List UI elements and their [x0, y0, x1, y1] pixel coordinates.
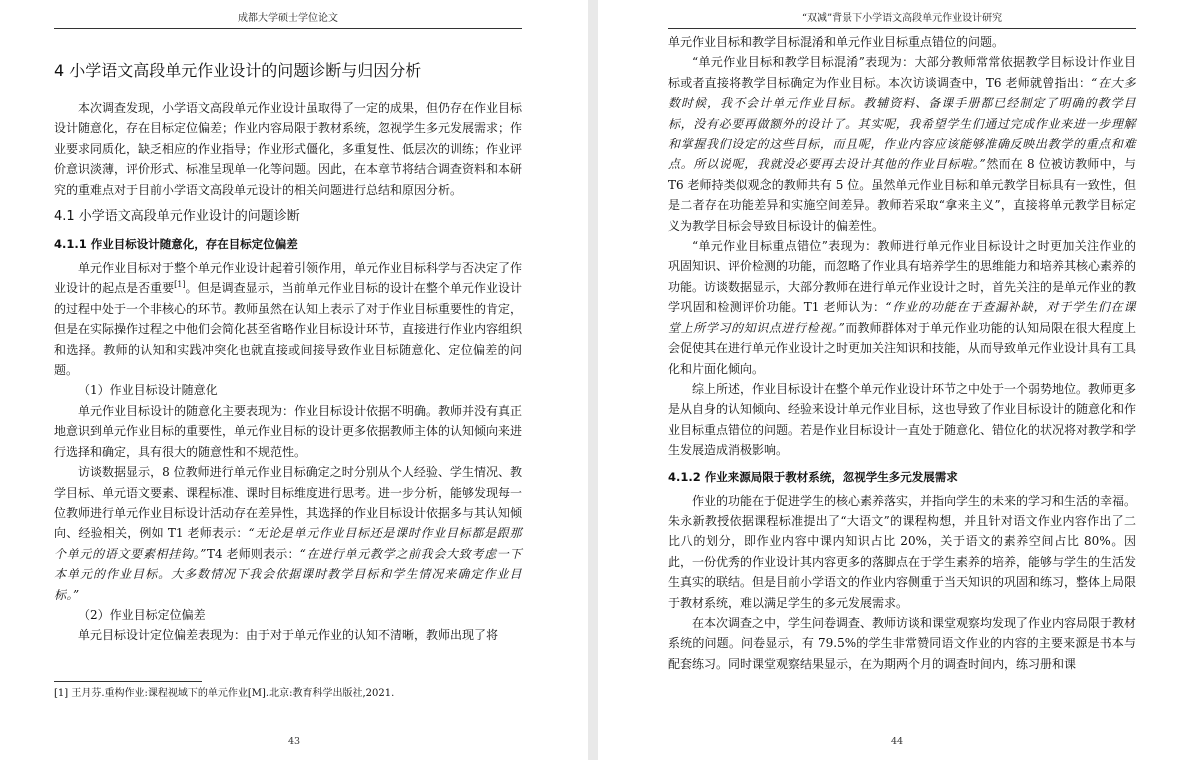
interview-quote: “在进行单元教学之前我会大致考虑一下本单元的作业目标。大多数情况下我会依据课时教学目标和学生情况来确定作业目标。” — [54, 546, 522, 602]
section-title: 4.1 小学语文高段单元作业设计的问题诊断 — [54, 209, 300, 225]
paragraph — [54, 462, 522, 605]
header-rule — [54, 28, 522, 29]
page-number: 44 — [890, 736, 904, 747]
running-head: 成都大学硕士学位论文 — [238, 13, 338, 24]
paragraph-text: “单元作业目标重点错位”表现为：教师进行单元作业目标设计之时更加关注作业的巩固知识、评价检测的功能，而忽略了作业具有培养学生的思维能力和培养其核心素养的功能。访谈数据显示，大部分教师在进行单元作业设计之时，首先关注的是单元作业的教学巩固和检测评价功能。T1 老师认为： — [668, 239, 1137, 315]
footnote-ref[interactable]: [1] — [174, 280, 186, 290]
paragraph-text: 访谈数据显示，8 位教师进行单元作业目标确定之时分别从个人经验、学生情况、教学目标、单元语文要素、课程标准、课时目标维度进行思考。进一步分析，能够发现每一位教师进行单元作业目标设计活动存在差异性，其选择的作业目标设计依据多与其认知倾向、经验相关，例如 T1 老师表示： — [54, 465, 523, 541]
intro-paragraph: 本次调查发现，小学语文高段单元作业设计虽取得了一定的成果，但仍存在作业目标设计随意化，存在目标定位偏差；作业内容局限于教材系统，忽视学生多元发展需求；作业要求同质化，缺乏相应的作业指导；作业形式僵化，多重复性、低层次的训练；作业评价意识淡薄，评价形式、标准呈现单一化等问题。因此，在本章节将结合调查资料和本研究的重难点对于目前小学语文高段单元设计的相关问题进行总结和原因分析。 — [54, 101, 523, 197]
paragraph: 作业的功能在于促进学生的核心素养落实，并指向学生的未来的学习和生活的幸福。朱永新教授依据课程标准提出了“大语文”的课程构想，并且针对语文作业内容作出了二比八的划分，即作业内容中课内知识占比 20%，关于语文的素养空间占比 80%。因此，一份优秀的作业设计其内容更多的落脚点在于学生素养的培养，能够与学生的生活发生真实的联结。但是目前小学语文的作业内容侧重于当天知识的巩固和练习，整体上局限于教材系统，难以满足学生的多元发展需求。 — [668, 493, 1137, 610]
paragraph-text: “单元作业目标和教学目标混淆”表现为：大部分教师常常依据教学目标设计作业目标或者直接将教学目标确定为作业目标。本次访谈调查中，T6 老师就曾指出： — [668, 55, 1136, 90]
footnote-rule — [54, 681, 202, 682]
page-number: 43 — [287, 736, 301, 747]
left-page-body — [54, 58, 522, 646]
footnote: [1] 王月芬.重构作业:课程视域下的单元作业[M].北京:教育科学出版社,2021. — [54, 688, 395, 699]
paragraph-text: 单元作业目标对于整个单元作业设计起着引领作用，单元作业目标科学与否决定了作业设计的起点是否重要 — [54, 261, 523, 296]
paragraph — [668, 52, 1136, 236]
interview-quote: “作业的功能在于查漏补缺，对于学生们在课堂上所学习的知识点进行检视。” — [668, 300, 1136, 335]
right-page — [598, 0, 1196, 760]
paragraph: 单元作业目标和教学目标混淆和单元作业目标重点错位的问题。 — [668, 35, 1005, 49]
paragraph-text: 。但是调查显示，当前单元作业目标的设计在整个单元作业设计的过程中处于一个非核心的环节。教师虽然在认知上表示了对于作业目标重要性的肯定，但是在实际操作过程之中他们会简化甚至省略作业目标设计环节，直接进行作业内容组织和选择。教师的认知和实践冲突化也就直接或间接导致作业目标随意化、定位偏差的问题。 — [54, 281, 523, 378]
paragraph — [668, 236, 1136, 379]
item-heading: （2）作业目标定位偏差 — [78, 607, 206, 622]
interview-quote: “在大多数时候，我不会计单元作业目标。教辅资料、备课手册都已经制定了明确的教学目标，没有必要再做额外的设计了。其实呢，我希望学生们通过完成作业来进一步理解和掌握我们设定的这些目标，而且呢，作业内容应该能够准确反映出教学的重点和难点。所以说呢，我就没必要再去设计其他的作业目标啦。” — [668, 75, 1136, 172]
subsection-title: 4.1.2 作业来源局限于教材系统，忽视学生多元发展需求 — [668, 469, 958, 484]
left-page — [0, 0, 588, 760]
paragraph-text: 而教师群体对于单元作业功能的认知局限在很大程度上会促使其在进行单元作业设计之时更加关注知识和技能，从而导致单元作业设计具有工具化和片面化倾向。 — [668, 320, 1137, 376]
paragraph-text: T4 老师则表示： — [206, 546, 300, 561]
paragraph — [54, 258, 522, 380]
right-page-body — [668, 32, 1136, 674]
interview-quote: “无论是单元作业目标还是课时作业目标都是跟那个单元的语文要素相挂钩。” — [54, 526, 522, 561]
running-head: “双减”背景下小学语文高段单元作业设计研究 — [801, 13, 1003, 24]
paragraph: 单元目标设计定位偏差表现为：由于对于单元作业的认知不清晰，教师出现了将 — [78, 628, 499, 643]
item-heading: （1）作业目标设计随意化 — [78, 383, 218, 398]
chapter-title: 4 小学语文高段单元作业设计的问题诊断与归因分析 — [54, 61, 422, 80]
paragraph: 综上所述，作业目标设计在整个单元作业设计环节之中处于一个弱势地位。教师更多是从自身的认知倾向、经验来设计单元作业目标，这也导致了作业目标设计的随意化和作业目标重点错位的问题。若是作业目标设计一直处于随意化、错位化的状况将对教学和学生发展造成消极影响。 — [668, 381, 1137, 458]
paragraph: 在本次调查之中，学生问卷调查、教师访谈和课堂观察均发现了作业内容局限于教材系统的问题。问卷显示，有 79.5%的学生非常赞同语文作业的内容的主要来源是书本与配套练习。同时课堂观察结果显示，在为期两个月的调查时间内，练习册和课 — [668, 615, 1137, 671]
paragraph: 单元作业目标设计的随意化主要表现为：作业目标设计依据不明确。教师并没有真正地意识到单元作业目标的重要性，单元作业目标的设计更多依据教师主体的认知倾向来进行选择和确定，具有很大的随意性和不规范性。 — [54, 403, 523, 459]
header-rule — [668, 28, 1136, 29]
paragraph-text: 然而在 8 位被访教师中，与 T6 老师持类似观念的教师共有 5 位。虽然单元作业目标和单元教学目标具有一致性，但是二者存在功能差异和实施空间差异。教师若采取“拿来主义”，直接将单元教学目标定义为教学目标会导致目标设计的偏差性。 — [668, 157, 1137, 233]
subsection-title: 4.1.1 作业目标设计随意化，存在目标定位偏差 — [54, 237, 298, 252]
